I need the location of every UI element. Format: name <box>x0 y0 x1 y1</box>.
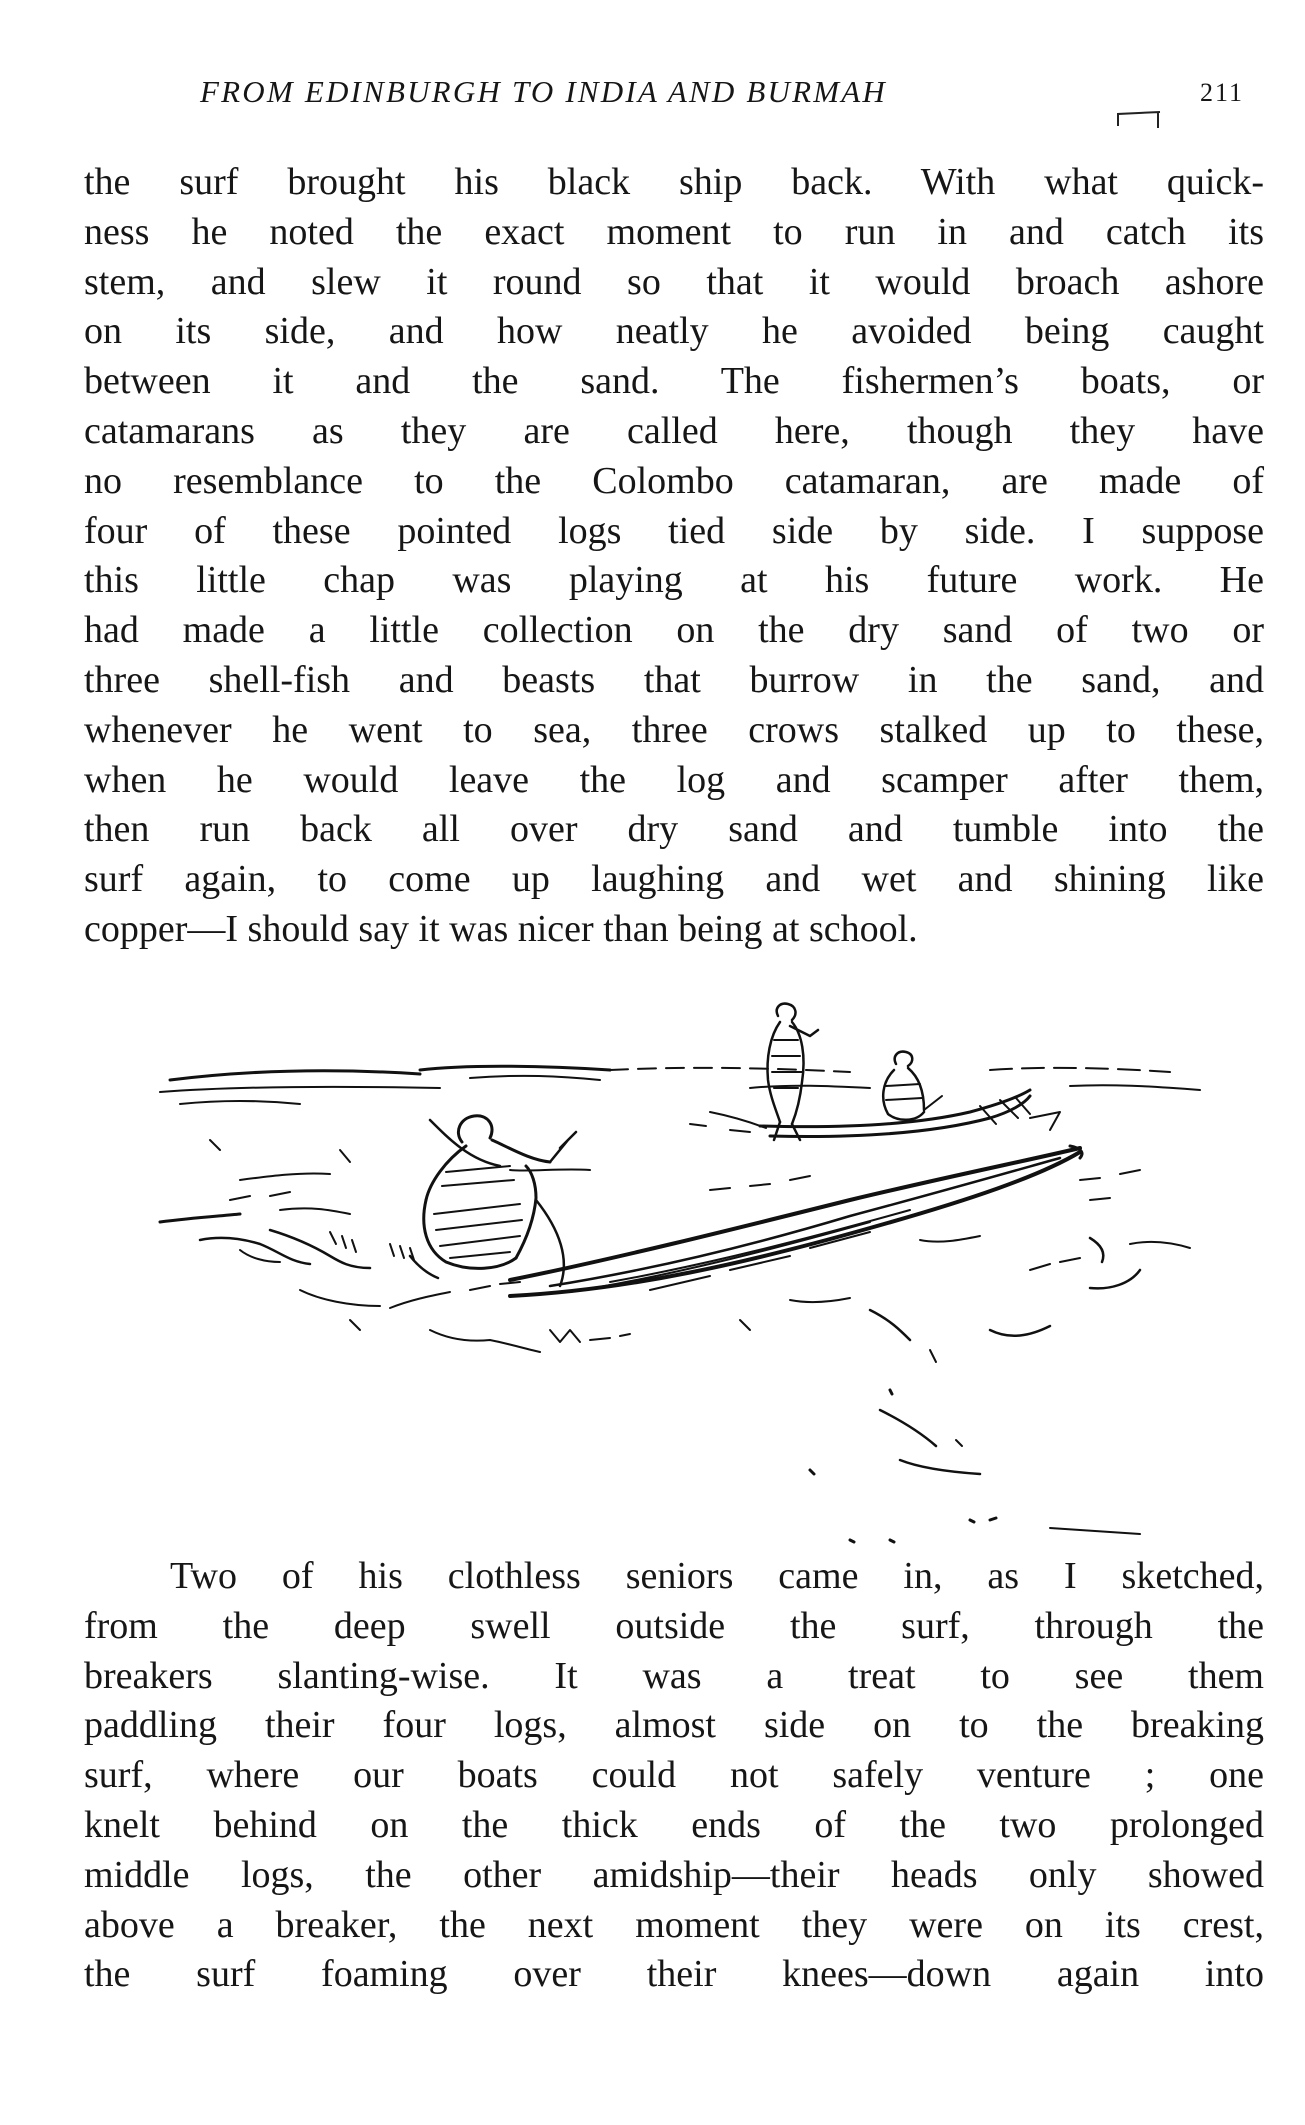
text-line: between it and the sand. The fishermen’s boats, or <box>84 360 1264 403</box>
text-line: had made a little collection on the dry sand of two or <box>84 609 1264 652</box>
text-line: three shell-fish and beasts that burrow in the sand, and <box>84 658 1264 701</box>
text-line: Two of his clothless seniors came in, as I sketched, <box>170 1555 1264 1597</box>
text-line: then run back all over dry sand and tumble into the <box>84 808 1264 851</box>
text-line: middle logs, the other amidship—their heads only showed <box>84 1853 1264 1896</box>
text-line: when he would leave the log and scamper after them, <box>84 758 1264 801</box>
text-line: catamarans as they are called here, though they have <box>84 409 1264 452</box>
text-line: above a breaker, the next moment they were on its crest, <box>84 1903 1264 1946</box>
surf-sketch-illustration <box>90 1000 1240 1560</box>
running-title: FROM EDINBURGH TO INDIA AND BURMAH <box>200 74 887 109</box>
text-line: ness he noted the exact moment to run in and catch its <box>84 210 1264 253</box>
paragraph-2 <box>84 1552 1264 2000</box>
text-line: paddling their four logs, almost side on to the breaking <box>84 1704 1264 1747</box>
paragraph-1 <box>84 158 1264 955</box>
text-line: knelt behind on the thick ends of the two prolonged <box>84 1803 1264 1846</box>
text-line: the surf foaming over their knees—down again into <box>84 1953 1264 1996</box>
text-line: from the deep swell outside the surf, through the <box>84 1604 1264 1647</box>
page-number: 211 <box>1199 78 1244 107</box>
text-line: whenever he went to sea, three crows stalked up to these, <box>84 708 1264 751</box>
text-line: copper—I should say it was nicer than being at school. <box>84 907 918 950</box>
stray-print-mark <box>1112 108 1180 132</box>
text-line: four of these pointed logs tied side by side. I suppose <box>84 509 1264 552</box>
text-line: the surf brought his black ship back. With what quick- <box>84 161 1264 203</box>
text-line: no resemblance to the Colombo catamaran, are made of <box>84 459 1264 502</box>
text-line: surf, where our boats could not safely venture ; one <box>84 1754 1264 1797</box>
text-line: surf again, to come up laughing and wet and shining like <box>84 858 1264 901</box>
text-line: stem, and slew it round so that it would broach ashore <box>84 260 1264 303</box>
text-line: breakers slanting-wise. It was a treat to see them <box>84 1654 1264 1697</box>
text-line: this little chap was playing at his future work. He <box>84 559 1264 602</box>
text-line: on its side, and how neatly he avoided being caught <box>84 310 1264 353</box>
sketch-svg <box>90 1000 1240 1560</box>
running-head <box>80 64 1260 114</box>
